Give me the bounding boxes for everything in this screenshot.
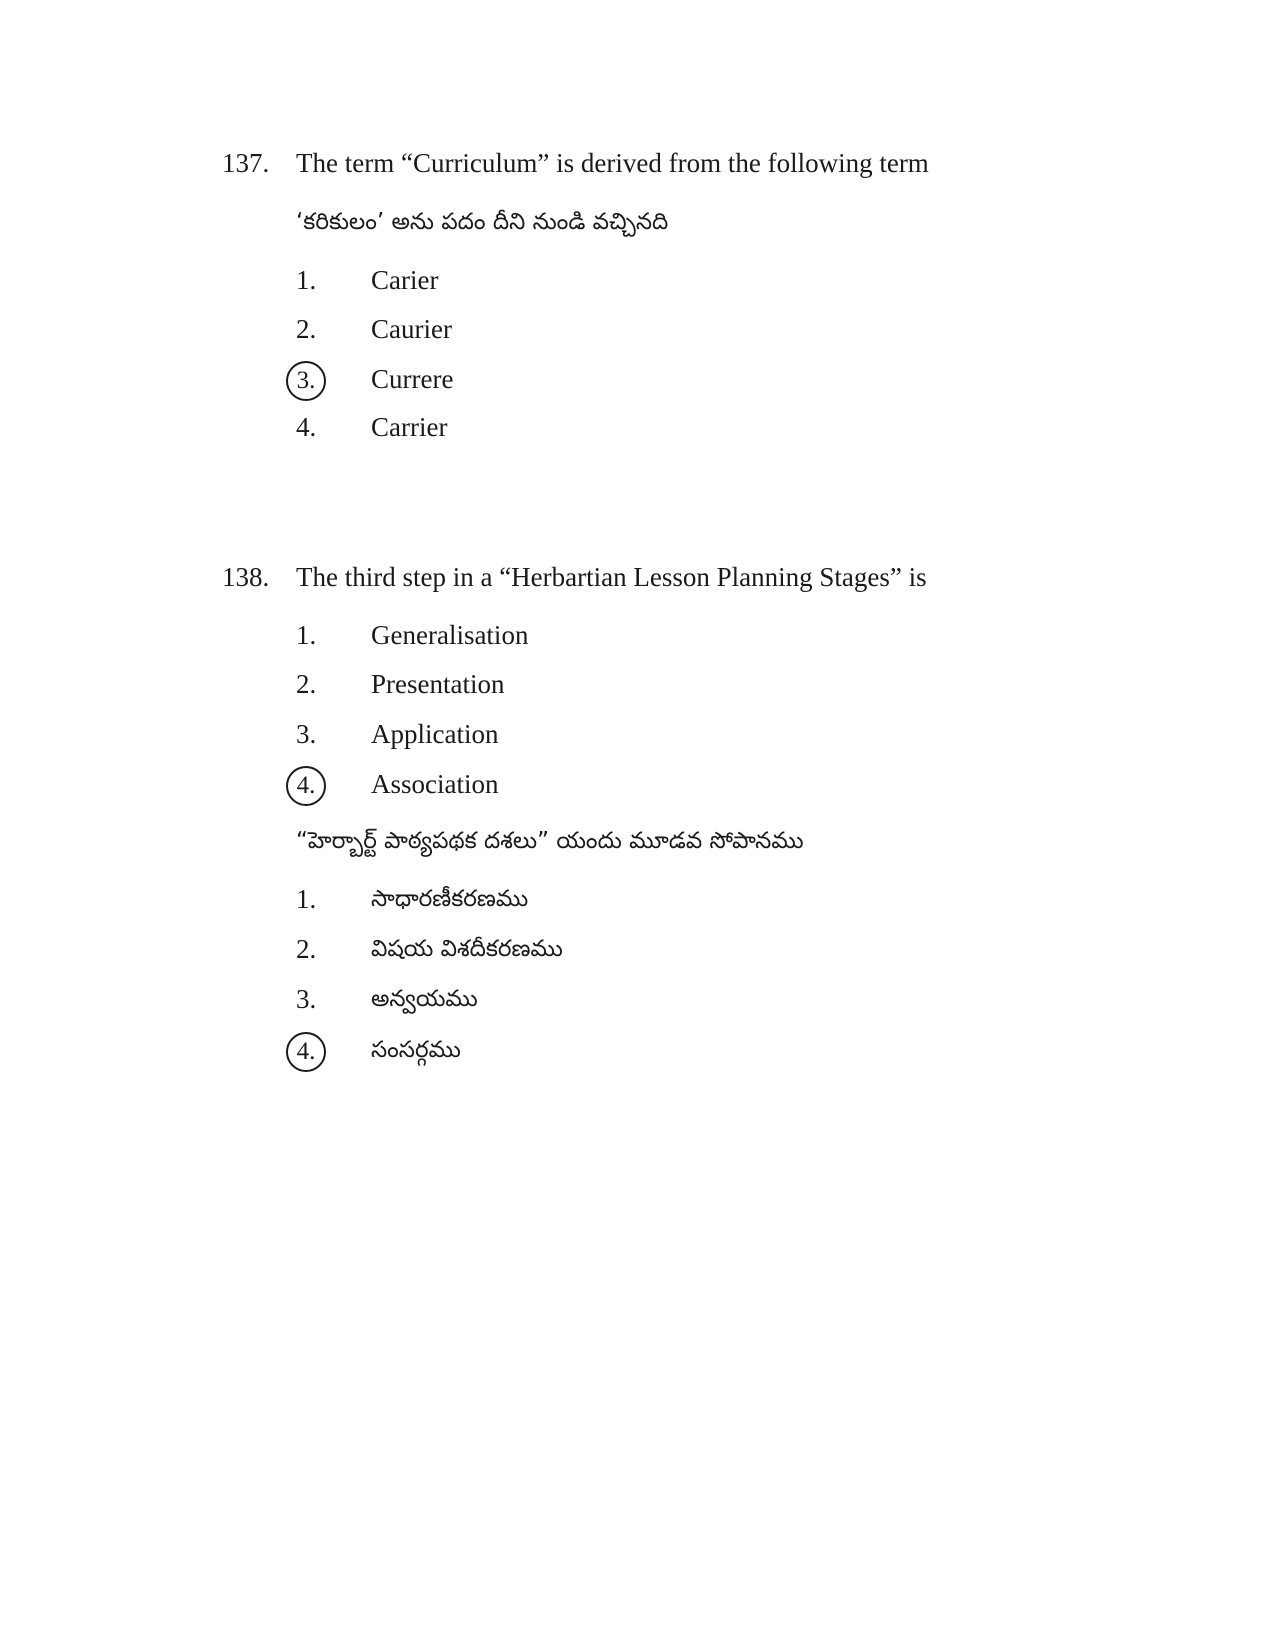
option-number: 1. [296,265,317,295]
option-label: Currere [371,364,454,394]
option-number: 3. [296,719,317,749]
option-label: Generalisation [371,620,529,650]
option-number: 2. [296,314,317,344]
option-label: Carier [371,265,439,295]
option-label-telugu: అన్వయము [371,986,478,1012]
option-number: 1. [296,620,317,650]
option-number: 3. [296,984,317,1014]
option-number: 2. [296,934,317,964]
option-label: Carrier [371,412,448,442]
option-label: Presentation [371,669,505,699]
question-text: The third step in a “Herbartian Lesson Planning Stages” is [296,562,927,592]
option-te-4[interactable] [0,1030,1275,1070]
option-te-3[interactable] [0,979,1275,1019]
question-text: The term “Curriculum” is derived from the following term [296,148,929,178]
option-number: 2. [296,669,317,699]
question-number: 138. [222,562,270,592]
question-text-telugu: “హెర్బార్ట్ పాఠ్యపథక దశలు” యందు మూడవ సోపానము [296,828,804,854]
question-number: 137. [222,148,270,178]
option-1[interactable] [0,615,1275,655]
option-label: Caurier [371,314,452,344]
circled-answer-mark: 3. [286,361,326,401]
option-4[interactable] [0,764,1275,804]
option-1[interactable] [0,260,1275,300]
option-label-telugu: సాధారణీకరణము [371,886,529,912]
option-label-telugu: సంసర్గము [371,1037,461,1063]
circled-answer-mark: 4. [286,766,326,806]
option-label: Association [371,769,499,799]
option-number: 4. [296,412,317,442]
option-label: Application [371,719,499,749]
option-te-1[interactable] [0,879,1275,919]
circled-answer-mark: 4. [286,1032,326,1072]
option-2[interactable] [0,309,1275,349]
option-3[interactable] [0,359,1275,399]
option-4[interactable] [0,407,1275,447]
question-text-telugu: ‘కరికులం’ అను పదం దీని నుండి వచ్చినది [296,209,669,235]
option-number: 1. [296,884,317,914]
option-te-2[interactable] [0,929,1275,969]
option-label-telugu: విషయ విశదీకరణము [371,936,563,962]
option-3[interactable] [0,714,1275,754]
option-2[interactable] [0,664,1275,704]
